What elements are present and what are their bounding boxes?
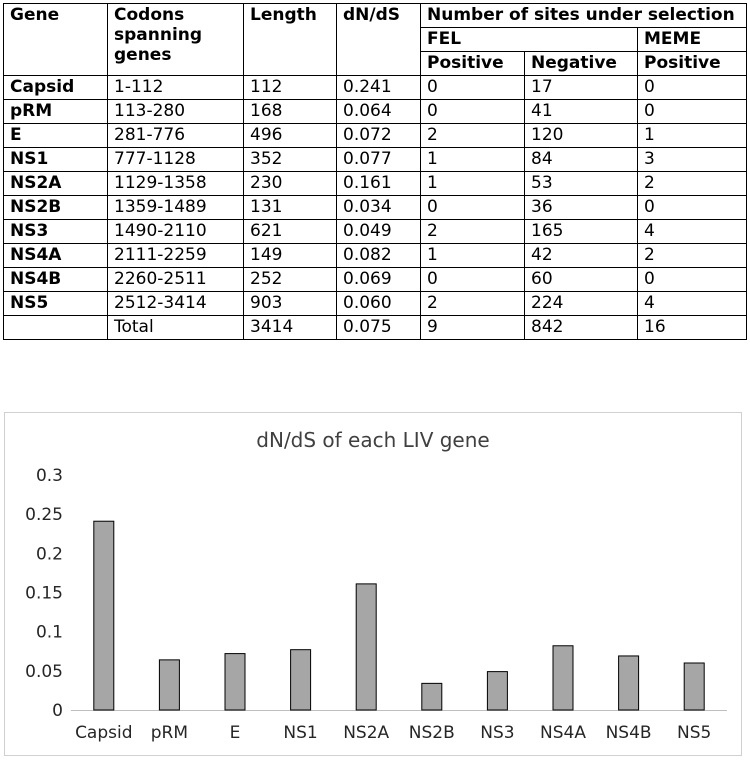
cell-meme-positive: 0 bbox=[638, 196, 747, 220]
cell-fel-positive: 2 bbox=[421, 220, 525, 244]
cell-fel-negative: 36 bbox=[525, 196, 638, 220]
table-row bbox=[4, 76, 747, 100]
cell-meme-positive: 2 bbox=[638, 244, 747, 268]
bar-ns2b bbox=[422, 683, 442, 710]
cell-gene: NS4A bbox=[4, 244, 108, 268]
header-fel: FEL bbox=[421, 28, 638, 52]
cell-fel-positive: 0 bbox=[421, 268, 525, 292]
x-tick-label: Capsid bbox=[75, 723, 133, 743]
x-tick-label: NS4B bbox=[605, 723, 652, 743]
table-row bbox=[4, 100, 747, 124]
x-tick-label: NS1 bbox=[283, 723, 318, 743]
total-cell-fel-positive: 9 bbox=[421, 316, 525, 340]
cell-fel-positive: 0 bbox=[421, 196, 525, 220]
x-tick-label: NS4A bbox=[540, 723, 586, 743]
y-tick-label: 0.15 bbox=[25, 583, 63, 604]
bar-ns4b bbox=[619, 656, 639, 710]
x-tick-label: NS2B bbox=[408, 723, 455, 743]
chart-title: dN/dS of each LIV gene bbox=[256, 428, 490, 452]
cell-codons: 113-280 bbox=[108, 100, 244, 124]
cell-meme-positive: 1 bbox=[638, 124, 747, 148]
cell-length: 621 bbox=[244, 220, 337, 244]
cell-length: 112 bbox=[244, 76, 337, 100]
cell-codons: 2260-2511 bbox=[108, 268, 244, 292]
x-tick-label: E bbox=[229, 723, 241, 743]
header-gene: Gene bbox=[4, 4, 108, 76]
header-fel-negative: Negative bbox=[525, 52, 638, 76]
table-row bbox=[4, 148, 747, 172]
cell-meme-positive: 4 bbox=[638, 292, 747, 316]
header-meme-positive: Positive bbox=[638, 52, 747, 76]
cell-gene: NS4B bbox=[4, 268, 108, 292]
cell-codons: 1-112 bbox=[108, 76, 244, 100]
cell-gene: pRM bbox=[4, 100, 108, 124]
x-tick-label: NS5 bbox=[677, 723, 712, 743]
header-length: Length bbox=[244, 4, 337, 76]
total-cell-gene bbox=[4, 316, 108, 340]
selection-table bbox=[3, 3, 747, 340]
cell-dnds: 0.077 bbox=[337, 148, 421, 172]
cell-fel-negative: 60 bbox=[525, 268, 638, 292]
bar-e bbox=[225, 654, 245, 710]
cell-codons: 1359-1489 bbox=[108, 196, 244, 220]
bar-ns5 bbox=[684, 663, 704, 710]
bar-prm bbox=[159, 660, 179, 710]
bar-ns1 bbox=[291, 650, 311, 710]
cell-gene: E bbox=[4, 124, 108, 148]
table-row bbox=[4, 172, 747, 196]
cell-meme-positive: 3 bbox=[638, 148, 747, 172]
cell-dnds: 0.049 bbox=[337, 220, 421, 244]
header-codons: Codons spanning genes bbox=[108, 4, 244, 76]
table-row bbox=[4, 268, 747, 292]
cell-fel-positive: 0 bbox=[421, 100, 525, 124]
cell-dnds: 0.241 bbox=[337, 76, 421, 100]
cell-fel-positive: 0 bbox=[421, 76, 525, 100]
cell-gene: NS1 bbox=[4, 148, 108, 172]
cell-length: 168 bbox=[244, 100, 337, 124]
table-row bbox=[4, 292, 747, 316]
table-row bbox=[4, 124, 747, 148]
y-tick-label: 0.3 bbox=[35, 466, 63, 486]
cell-codons: 777-1128 bbox=[108, 148, 244, 172]
cell-fel-positive: 1 bbox=[421, 172, 525, 196]
cell-length: 131 bbox=[244, 196, 337, 220]
y-tick-label: 0.05 bbox=[25, 661, 63, 682]
cell-meme-positive: 0 bbox=[638, 100, 747, 124]
bar-ns3 bbox=[487, 672, 507, 710]
cell-codons: 2512-3414 bbox=[108, 292, 244, 316]
cell-dnds: 0.161 bbox=[337, 172, 421, 196]
cell-meme-positive: 4 bbox=[638, 220, 747, 244]
cell-meme-positive: 2 bbox=[638, 172, 747, 196]
header-selection: Number of sites under selection bbox=[421, 4, 747, 28]
x-tick-label: NS3 bbox=[480, 723, 515, 743]
cell-fel-negative: 224 bbox=[525, 292, 638, 316]
chart-panel bbox=[4, 412, 742, 756]
cell-codons: 1129-1358 bbox=[108, 172, 244, 196]
cell-gene: NS3 bbox=[4, 220, 108, 244]
cell-fel-negative: 165 bbox=[525, 220, 638, 244]
cell-length: 252 bbox=[244, 268, 337, 292]
x-tick-label: NS2A bbox=[343, 723, 390, 743]
cell-fel-negative: 53 bbox=[525, 172, 638, 196]
cell-gene: NS5 bbox=[4, 292, 108, 316]
cell-length: 903 bbox=[244, 292, 337, 316]
cell-dnds: 0.064 bbox=[337, 100, 421, 124]
cell-dnds: 0.072 bbox=[337, 124, 421, 148]
cell-fel-negative: 120 bbox=[525, 124, 638, 148]
total-cell-dnds: 0.075 bbox=[337, 316, 421, 340]
y-tick-label: 0.25 bbox=[25, 505, 63, 526]
cell-fel-positive: 2 bbox=[421, 124, 525, 148]
cell-meme-positive: 0 bbox=[638, 268, 747, 292]
cell-length: 149 bbox=[244, 244, 337, 268]
x-tick-label: pRM bbox=[150, 723, 189, 743]
table-row bbox=[4, 244, 747, 268]
cell-gene: NS2A bbox=[4, 172, 108, 196]
bar-ns2a bbox=[356, 584, 376, 710]
cell-fel-negative: 41 bbox=[525, 100, 638, 124]
total-cell-meme-positive: 16 bbox=[638, 316, 747, 340]
cell-gene: Capsid bbox=[4, 76, 108, 100]
cell-dnds: 0.082 bbox=[337, 244, 421, 268]
table-row bbox=[4, 196, 747, 220]
cell-fel-negative: 17 bbox=[525, 76, 638, 100]
cell-gene: NS2B bbox=[4, 196, 108, 220]
total-cell-length: 3414 bbox=[244, 316, 337, 340]
bar-ns4a bbox=[553, 646, 573, 710]
total-row bbox=[4, 316, 747, 340]
cell-codons: 1490-2110 bbox=[108, 220, 244, 244]
total-cell-codons: Total bbox=[108, 316, 244, 340]
y-tick-label: 0.1 bbox=[35, 622, 63, 643]
cell-fel-negative: 42 bbox=[525, 244, 638, 268]
cell-length: 496 bbox=[244, 124, 337, 148]
total-cell-fel-negative: 842 bbox=[525, 316, 638, 340]
cell-length: 352 bbox=[244, 148, 337, 172]
header-row bbox=[4, 4, 747, 28]
bar-capsid bbox=[94, 521, 114, 710]
cell-dnds: 0.060 bbox=[337, 292, 421, 316]
dnds-bar-chart bbox=[5, 413, 741, 755]
cell-fel-negative: 84 bbox=[525, 148, 638, 172]
y-tick-label: 0 bbox=[52, 701, 63, 721]
table-row bbox=[4, 220, 747, 244]
cell-dnds: 0.069 bbox=[337, 268, 421, 292]
cell-codons: 2111-2259 bbox=[108, 244, 244, 268]
cell-codons: 281-776 bbox=[108, 124, 244, 148]
cell-length: 230 bbox=[244, 172, 337, 196]
cell-dnds: 0.034 bbox=[337, 196, 421, 220]
cell-fel-positive: 1 bbox=[421, 148, 525, 172]
cell-fel-positive: 1 bbox=[421, 244, 525, 268]
header-dnds: dN/dS bbox=[337, 4, 421, 76]
header-meme: MEME bbox=[638, 28, 747, 52]
cell-meme-positive: 0 bbox=[638, 76, 747, 100]
y-tick-label: 0.2 bbox=[35, 544, 63, 565]
header-fel-positive: Positive bbox=[421, 52, 525, 76]
cell-fel-positive: 2 bbox=[421, 292, 525, 316]
